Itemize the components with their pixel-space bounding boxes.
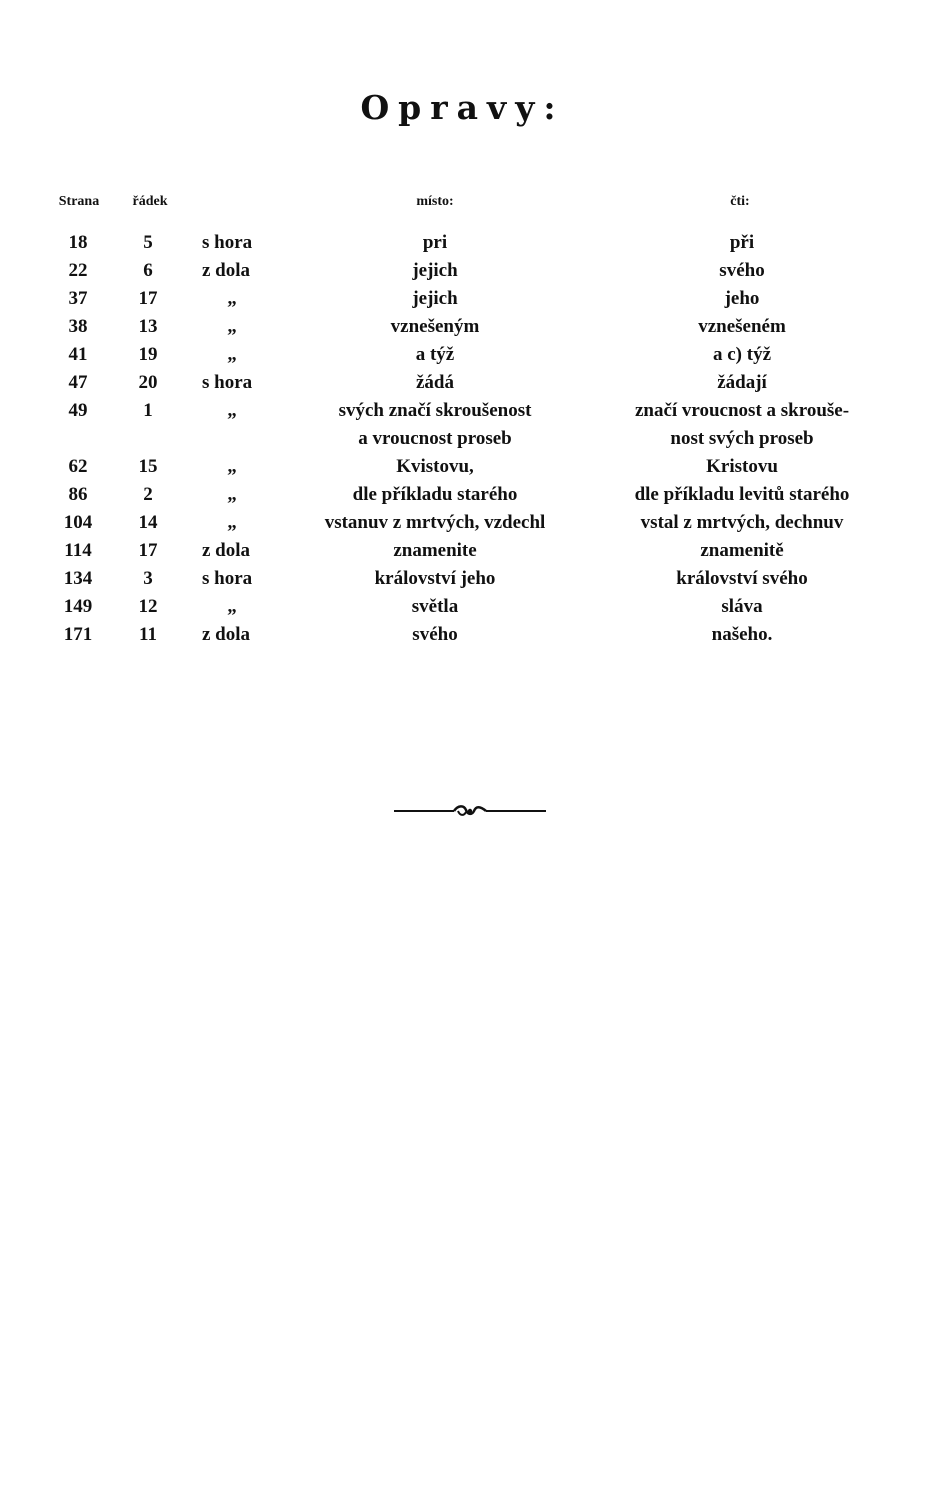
corrected-text: vznešeném bbox=[698, 316, 786, 337]
page-number: 49 bbox=[68, 400, 88, 421]
corrected-text: žádají bbox=[717, 372, 767, 393]
column-header-cti: čti: bbox=[730, 194, 750, 209]
errata-row bbox=[0, 341, 925, 369]
errata-row bbox=[0, 509, 925, 537]
direction: z dola bbox=[202, 540, 251, 561]
direction: z dola bbox=[202, 260, 251, 281]
incorrect-text: znamenite bbox=[393, 540, 477, 561]
ditto-mark: „ bbox=[227, 316, 237, 337]
corrected-text-line-1: značí vroucnost a skrouše- bbox=[634, 400, 850, 421]
incorrect-text: světla bbox=[411, 596, 459, 617]
corrected-text: a c) týž bbox=[712, 344, 772, 365]
corrected-text: při bbox=[729, 232, 755, 253]
incorrect-text: dle příkladu starého bbox=[352, 484, 518, 505]
page-number: 47 bbox=[68, 372, 88, 393]
corrected-text: našeho. bbox=[711, 624, 773, 645]
page-number: 22 bbox=[68, 260, 88, 281]
incorrect-text-line-2: a vroucnost proseb bbox=[358, 428, 512, 449]
direction: s hora bbox=[202, 568, 253, 589]
ornament-divider bbox=[392, 799, 548, 823]
column-header-radek: řádek bbox=[132, 194, 168, 209]
page-number: 134 bbox=[63, 568, 93, 589]
line-number: 13 bbox=[138, 316, 158, 337]
page-title: Opravy: bbox=[360, 88, 565, 127]
incorrect-text: a týž bbox=[415, 344, 455, 365]
corrected-text bbox=[597, 397, 887, 453]
errata-row bbox=[0, 453, 925, 481]
corrected-text: sláva bbox=[721, 596, 763, 617]
line-number: 5 bbox=[143, 232, 153, 253]
errata-row bbox=[0, 593, 925, 621]
page-number: 38 bbox=[68, 316, 88, 337]
errata-row bbox=[0, 537, 925, 565]
line-number: 12 bbox=[138, 596, 158, 617]
line-number: 2 bbox=[143, 484, 153, 505]
errata-row bbox=[0, 481, 925, 509]
ditto-mark: „ bbox=[227, 288, 237, 309]
direction: z dola bbox=[202, 624, 251, 645]
incorrect-text: Kvistovu, bbox=[396, 456, 474, 477]
ditto-mark: „ bbox=[227, 400, 237, 421]
page-number: 171 bbox=[63, 624, 93, 645]
errata-row bbox=[0, 257, 925, 285]
line-number: 11 bbox=[139, 624, 157, 645]
page-number: 114 bbox=[64, 540, 92, 561]
ditto-mark: „ bbox=[227, 456, 237, 477]
line-number: 20 bbox=[138, 372, 158, 393]
page-number: 37 bbox=[68, 288, 88, 309]
page-number: 62 bbox=[68, 456, 88, 477]
incorrect-text: království jeho bbox=[374, 568, 496, 589]
line-number: 1 bbox=[143, 400, 153, 421]
page-number: 41 bbox=[68, 344, 88, 365]
page-number: 149 bbox=[63, 596, 93, 617]
errata-row bbox=[0, 285, 925, 313]
incorrect-text: jejich bbox=[412, 288, 458, 309]
incorrect-text: pri bbox=[422, 232, 448, 253]
column-header-misto: místo: bbox=[416, 194, 454, 209]
corrected-text: Kristovu bbox=[706, 456, 778, 477]
corrected-text-line-2: nost svých proseb bbox=[670, 428, 814, 449]
corrected-text: vstal z mrtvých, dechnuv bbox=[640, 512, 844, 533]
line-number: 19 bbox=[138, 344, 158, 365]
corrected-text: jeho bbox=[724, 288, 760, 309]
line-number: 6 bbox=[143, 260, 153, 281]
line-number: 17 bbox=[138, 540, 158, 561]
corrected-text: království svého bbox=[676, 568, 808, 589]
corrected-text: dle příkladu levitů starého bbox=[634, 484, 850, 505]
incorrect-text: jejich bbox=[412, 260, 458, 281]
page-number: 86 bbox=[68, 484, 88, 505]
errata-row bbox=[0, 621, 925, 649]
errata-row bbox=[0, 397, 925, 453]
incorrect-text: svého bbox=[412, 624, 458, 645]
line-number: 14 bbox=[138, 512, 158, 533]
errata-row bbox=[0, 369, 925, 397]
errata-row bbox=[0, 565, 925, 593]
ditto-mark: „ bbox=[227, 344, 237, 365]
incorrect-text-line-1: svých značí skroušenost bbox=[338, 400, 532, 421]
page-number: 104 bbox=[63, 512, 93, 533]
column-header-strana: Strana bbox=[58, 194, 100, 209]
line-number: 17 bbox=[138, 288, 158, 309]
corrected-text: svého bbox=[719, 260, 765, 281]
ditto-mark: „ bbox=[227, 596, 237, 617]
direction: s hora bbox=[202, 372, 253, 393]
incorrect-text: vznešeným bbox=[390, 316, 480, 337]
errata-row bbox=[0, 229, 925, 257]
ditto-mark: „ bbox=[227, 484, 237, 505]
ditto-mark: „ bbox=[227, 512, 237, 533]
line-number: 3 bbox=[143, 568, 153, 589]
corrected-text: znamenitě bbox=[700, 540, 784, 561]
incorrect-text: vstanuv z mrtvých, vzdechl bbox=[324, 512, 546, 533]
incorrect-text: žádá bbox=[416, 372, 454, 393]
line-number: 15 bbox=[138, 456, 158, 477]
errata-table bbox=[0, 229, 925, 649]
incorrect-text bbox=[290, 397, 580, 453]
errata-row bbox=[0, 313, 925, 341]
direction: s hora bbox=[202, 232, 253, 253]
page-number: 18 bbox=[68, 232, 88, 253]
